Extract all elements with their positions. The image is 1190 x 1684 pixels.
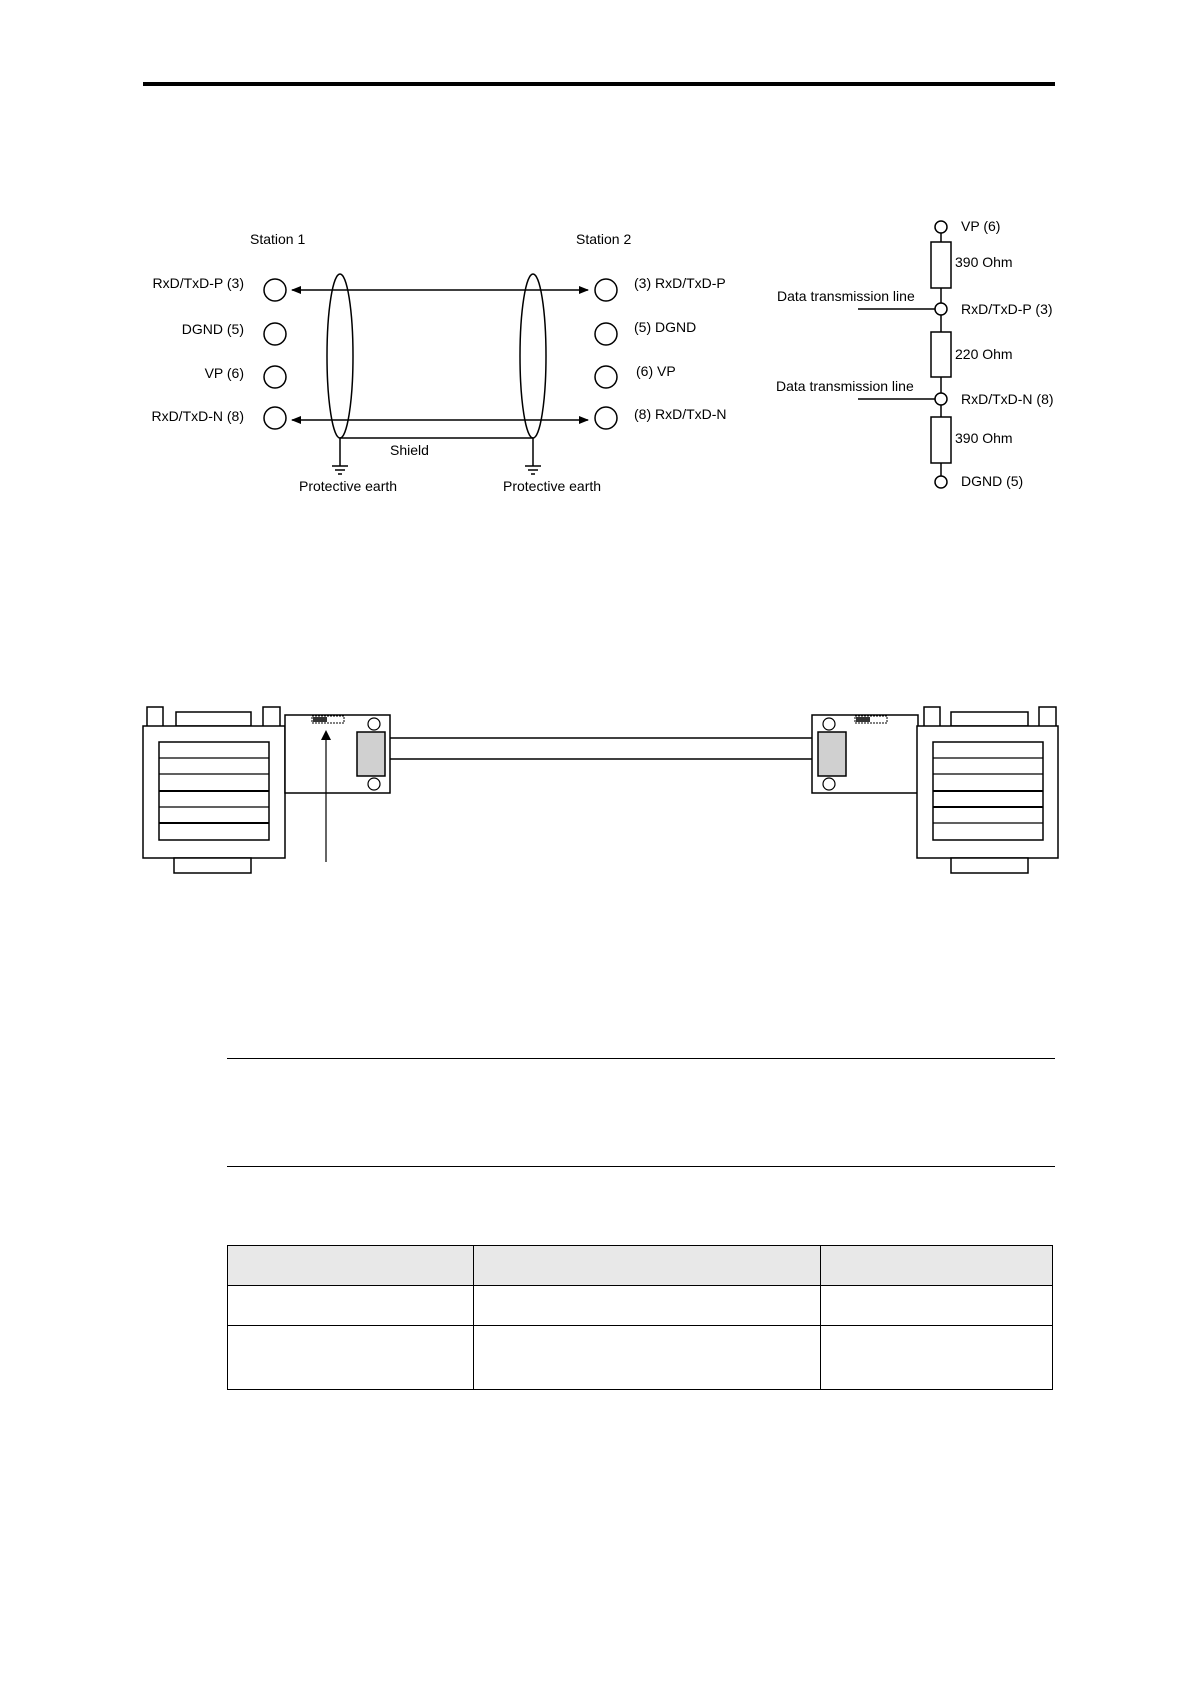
termination-switch-slider: [856, 717, 870, 722]
data-line-label-2: Data transmission line: [776, 378, 914, 394]
cable-socket: [818, 732, 846, 776]
station1-pin-rxd-p: RxD/TxD-P (3): [152, 275, 244, 291]
connector-top-tab: [951, 712, 1028, 726]
resistor-390-bottom-label: 390 Ohm: [955, 430, 1013, 446]
station1-pin-dgnd: DGND (5): [181, 321, 244, 337]
screw-hole: [368, 778, 380, 790]
station1-pin-circle: [264, 279, 286, 301]
shield-label: Shield: [390, 442, 429, 458]
cable-socket: [357, 732, 385, 776]
station2-pin-vp: (6) VP: [636, 363, 676, 379]
shield-ellipse-right: [520, 274, 546, 438]
connector-left: [143, 707, 390, 873]
earth-label-left: Protective earth: [299, 478, 398, 494]
connector-screw-right: [263, 707, 280, 727]
station1-pin-rxd-n: RxD/TxD-N (8): [151, 408, 244, 424]
station2-pin-circle: [595, 323, 617, 345]
table-cell: [821, 1286, 1053, 1326]
shield-ellipse-left: [327, 274, 353, 438]
termination-diagram: [776, 218, 1054, 489]
station1-pin-circle: [264, 366, 286, 388]
table-cell: [473, 1326, 821, 1390]
connector-screw-right: [1039, 707, 1056, 727]
screw-hole: [823, 778, 835, 790]
vp-terminal: [935, 221, 947, 233]
earth-label-right: Protective earth: [503, 478, 602, 494]
station1-pin-circle: [264, 407, 286, 429]
rxd-p-terminal: [935, 303, 947, 315]
resistor-390-top: [931, 242, 951, 288]
connector-right: [812, 707, 1058, 873]
vp-label: VP (6): [961, 218, 1001, 234]
table-header-row: [228, 1246, 1053, 1286]
connector-screw-left: [924, 707, 940, 727]
note-rule-top: [227, 1058, 1055, 1059]
dgnd-terminal: [935, 476, 947, 488]
cable-illustration: [143, 707, 1058, 873]
data-line-label-1: Data transmission line: [777, 288, 915, 304]
wiring-diagram: [151, 231, 726, 494]
resistor-390-top-label: 390 Ohm: [955, 254, 1013, 270]
station2-pin-circle: [595, 279, 617, 301]
station1-title: Station 1: [250, 231, 306, 247]
connector-screw-left: [147, 707, 163, 727]
table-cell: [228, 1286, 474, 1326]
table-cell: [821, 1326, 1053, 1390]
ground-icon: [525, 466, 541, 474]
station2-pin-rxd-p: (3) RxD/TxD-P: [634, 275, 726, 291]
dgnd-label: DGND (5): [961, 473, 1024, 489]
station1-pin-circle: [264, 323, 286, 345]
table-row: [228, 1286, 1053, 1326]
station1-pin-vp: VP (6): [204, 365, 244, 381]
note-rule-bottom: [227, 1166, 1055, 1167]
resistor-390-bottom: [931, 417, 951, 463]
rxd-n-label: RxD/TxD-N (8): [961, 391, 1054, 407]
table-header-cell: [473, 1246, 821, 1286]
station2-pin-circle: [595, 407, 617, 429]
resistor-220: [931, 332, 951, 377]
spec-table: [227, 1245, 1053, 1390]
resistor-220-label: 220 Ohm: [955, 346, 1013, 362]
table-row: [228, 1326, 1053, 1390]
connector-bottom-tab: [951, 858, 1028, 873]
station2-pin-circle: [595, 366, 617, 388]
table-cell: [473, 1286, 821, 1326]
screw-hole: [368, 718, 380, 730]
screw-hole: [823, 718, 835, 730]
termination-switch-slider: [313, 717, 327, 722]
connector-top-tab: [176, 712, 251, 726]
table-cell: [228, 1326, 474, 1390]
station2-pin-rxd-n: (8) RxD/TxD-N: [634, 406, 727, 422]
rxd-n-terminal: [935, 393, 947, 405]
connector-bottom-tab: [174, 858, 251, 873]
station2-pin-dgnd: (5) DGND: [634, 319, 697, 335]
station2-title: Station 2: [576, 231, 632, 247]
table-header-cell: [821, 1246, 1053, 1286]
ground-icon: [332, 466, 348, 474]
table-header-cell: [228, 1246, 474, 1286]
rxd-p-label: RxD/TxD-P (3): [961, 301, 1053, 317]
